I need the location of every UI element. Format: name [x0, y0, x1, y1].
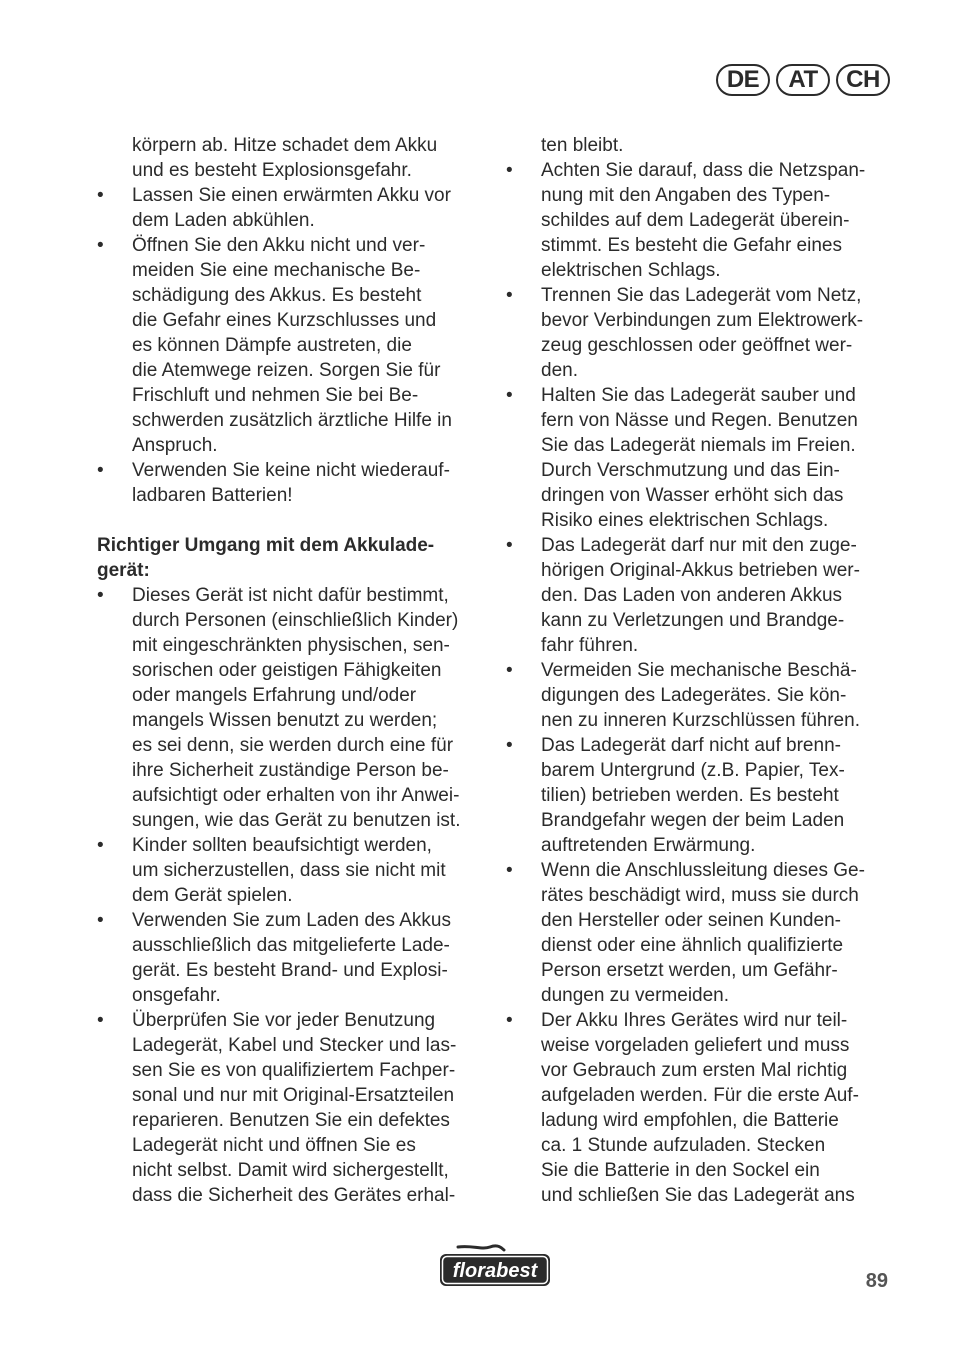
page-number: 89 — [865, 1270, 888, 1292]
bullet-icon: • — [97, 185, 104, 206]
language-badge-at: AT — [776, 64, 830, 96]
text-line: tilien) betrieben werden. Es besteht — [541, 785, 839, 806]
bullet-icon: • — [506, 1010, 513, 1031]
text-line: Verwenden Sie zum Laden des Akkus — [132, 910, 451, 931]
text-line: Lassen Sie einen erwärmten Akku vor — [132, 185, 451, 206]
list-item — [506, 858, 894, 1008]
text-line: Anspruch. — [132, 435, 218, 456]
text-line: Sie die Batterie in den Sockel ein — [541, 1160, 820, 1181]
list-item — [97, 1008, 482, 1208]
language-badge-de: DE — [716, 64, 770, 96]
text-line: bevor Verbindungen zum Elektrowerk- — [541, 310, 864, 331]
text-line: aufgeladen werden. Für die erste Auf- — [541, 1085, 859, 1106]
text-line: dienst oder eine ähnlich qualifizierte — [541, 935, 844, 956]
list-item — [97, 458, 482, 508]
text-line: Dieses Gerät ist nicht dafür bestimmt, — [132, 585, 449, 606]
text-line: sen Sie es von qualifiziertem Fachper- — [132, 1060, 456, 1081]
text-line: Öffnen Sie den Akku nicht und ver- — [132, 235, 426, 256]
bullet-icon: • — [97, 460, 104, 481]
text-line: barem Untergrund (z.B. Papier, Tex- — [541, 760, 845, 781]
text-line: den Hersteller oder seinen Kunden- — [541, 910, 841, 931]
text-line: sungen, wie das Gerät zu benutzen ist. — [132, 810, 461, 831]
text-line: schädigung des Akkus. Es besteht — [132, 285, 422, 306]
list-item — [97, 908, 482, 1008]
text-line: Ladegerät nicht und öffnen Sie es — [132, 1135, 416, 1156]
text-line: die Atemwege reizen. Sorgen Sie für — [132, 360, 441, 381]
text-line: Durch Verschmutzung und das Ein- — [541, 460, 840, 481]
text-line: ten bleibt. — [541, 135, 624, 156]
text-line: und schließen Sie das Ladegerät ans — [541, 1185, 855, 1206]
text-line: rätes beschädigt wird, muss sie durch — [541, 885, 859, 906]
bullet-icon: • — [506, 535, 513, 556]
list-item — [506, 533, 894, 658]
text-line: sonal und nur mit Original-Ersatzteilen — [132, 1085, 455, 1106]
text-line: hörigen Original-Akkus betrieben wer- — [541, 560, 860, 581]
text-line: dem Gerät spielen. — [132, 885, 293, 906]
text-line: zeug geschlossen oder geöffnet wer- — [541, 335, 853, 356]
text-line: Der Akku Ihres Gerätes wird nur teil- — [541, 1010, 848, 1031]
text-line: aufsichtigt oder erhalten von ihr Anwei- — [132, 785, 460, 806]
svg-text:florabest: florabest — [452, 1260, 538, 1282]
text-line: Trennen Sie das Ladegerät vom Netz, — [541, 285, 862, 306]
text-line: Risiko eines elektrischen Schlags. — [541, 510, 829, 531]
text-line: den. Das Laden von anderen Akkus — [541, 585, 843, 606]
text-line: mangels Wissen benutzt zu werden; — [132, 710, 438, 731]
text-line: es können Dämpfe austreten, die — [132, 335, 412, 356]
text-line: onsgefahr. — [132, 985, 221, 1006]
continuation-paragraph — [506, 133, 894, 158]
list-item — [506, 158, 894, 283]
text-line: digungen des Ladegerätes. Sie kön- — [541, 685, 847, 706]
text-line: weise vorgeladen geliefert und muss — [541, 1035, 850, 1056]
text-line: den. — [541, 360, 578, 381]
text-line: Sie das Ladegerät niemals im Freien. — [541, 435, 856, 456]
bullet-icon: • — [506, 860, 513, 881]
right-column — [506, 133, 894, 1208]
bullet-icon: • — [506, 160, 513, 181]
text-line: nicht selbst. Damit wird sichergestellt, — [132, 1160, 449, 1181]
text-line: ladung wird empfohlen, die Batterie — [541, 1110, 839, 1131]
text-line: ausschließlich das mitgelieferte Lade- — [132, 935, 450, 956]
bullet-icon: • — [506, 660, 513, 681]
text-line: Richtiger Umgang mit dem Akkulade- — [97, 535, 435, 556]
text-line: auftretenden Erwärmung. — [541, 835, 756, 856]
florabest-logo — [438, 1244, 552, 1290]
text-line: um sicherzustellen, dass sie nicht mit — [132, 860, 446, 881]
language-badge-ch: CH — [836, 64, 890, 96]
text-line: Ladegerät, Kabel und Stecker und las- — [132, 1035, 457, 1056]
language-badges — [716, 64, 890, 96]
text-line: Person ersetzt werden, um Gefähr- — [541, 960, 838, 981]
bullet-icon: • — [97, 585, 104, 606]
text-line: schwerden zusätzlich ärztliche Hilfe in — [132, 410, 452, 431]
text-line: und es besteht Explosionsgefahr. — [132, 160, 412, 181]
text-line: Das Ladegerät darf nicht auf brenn- — [541, 735, 841, 756]
list-item — [506, 283, 894, 383]
bullet-icon: • — [97, 835, 104, 856]
text-line: Kinder sollten beaufsichtigt werden, — [132, 835, 432, 856]
bullet-icon: • — [97, 910, 104, 931]
text-line: sorischen oder geistigen Fähigkeiten — [132, 660, 442, 681]
text-line: fahr führen. — [541, 635, 639, 656]
list-item — [97, 183, 482, 233]
text-line: meiden Sie eine mechanische Be- — [132, 260, 421, 281]
text-line: nung mit den Angaben des Typen- — [541, 185, 831, 206]
text-line: es sei denn, sie werden durch eine für — [132, 735, 454, 756]
text-line: die Gefahr eines Kurzschlusses und — [132, 310, 437, 331]
list-item — [97, 833, 482, 908]
list-item — [506, 733, 894, 858]
text-line: Halten Sie das Ladegerät sauber und — [541, 385, 856, 406]
text-line: ihre Sicherheit zuständige Person be- — [132, 760, 449, 781]
text-line: körpern ab. Hitze schadet dem Akku — [132, 135, 438, 156]
text-line: Das Ladegerät darf nur mit den zuge- — [541, 535, 857, 556]
list-item — [506, 1008, 894, 1208]
text-line: kann zu Verletzungen und Brandge- — [541, 610, 845, 631]
bullet-icon: • — [97, 235, 104, 256]
text-line: Achten Sie darauf, dass die Netzspan- — [541, 160, 866, 181]
text-line: Wenn die Anschlussleitung dieses Ge- — [541, 860, 865, 881]
text-line: dringen von Wasser erhöht sich das — [541, 485, 844, 506]
text-line: gerät. Es besteht Brand- und Explosi- — [132, 960, 448, 981]
text-line: nen zu inneren Kurzschlüssen führen. — [541, 710, 860, 731]
list-item — [506, 658, 894, 733]
text-line: durch Personen (einschließlich Kinder) — [132, 610, 459, 631]
text-line: ca. 1 Stunde aufzuladen. Stecken — [541, 1135, 826, 1156]
text-line: dass die Sicherheit des Gerätes erhal- — [132, 1185, 456, 1206]
text-line: dungen zu vermeiden. — [541, 985, 730, 1006]
text-line: gerät: — [97, 560, 150, 581]
text-line: mit eingeschränkten physischen, sen- — [132, 635, 450, 656]
continuation-paragraph — [97, 133, 482, 183]
text-line: vor Gebrauch zum ersten Mal richtig — [541, 1060, 848, 1081]
text-line: Brandgefahr wegen der beim Laden — [541, 810, 845, 831]
text-line: Frischluft und nehmen Sie bei Be- — [132, 385, 419, 406]
text-line: dem Laden abkühlen. — [132, 210, 315, 231]
text-line: ladbaren Batterien! — [132, 485, 293, 506]
bullet-icon: • — [506, 285, 513, 306]
bullet-icon: • — [97, 1010, 104, 1031]
bullet-icon: • — [506, 385, 513, 406]
list-item — [97, 233, 482, 458]
bullet-icon: • — [506, 735, 513, 756]
list-item — [97, 583, 482, 833]
text-line: schildes auf dem Ladegerät überein- — [541, 210, 850, 231]
text-line: Überprüfen Sie vor jeder Benutzung — [132, 1010, 436, 1031]
text-line: stimmt. Es besteht die Gefahr eines — [541, 235, 842, 256]
list-item — [506, 383, 894, 533]
text-line: Verwenden Sie keine nicht wiederauf- — [132, 460, 450, 481]
section-heading — [97, 533, 482, 583]
text-line: reparieren. Benutzen Sie ein defektes — [132, 1110, 450, 1131]
text-line: oder mangels Erfahrung und/oder — [132, 685, 417, 706]
text-line: Vermeiden Sie mechanische Beschä- — [541, 660, 857, 681]
text-line: elektrischen Schlags. — [541, 260, 721, 281]
left-column — [97, 133, 482, 1208]
text-line: fern von Nässe und Regen. Benutzen — [541, 410, 858, 431]
